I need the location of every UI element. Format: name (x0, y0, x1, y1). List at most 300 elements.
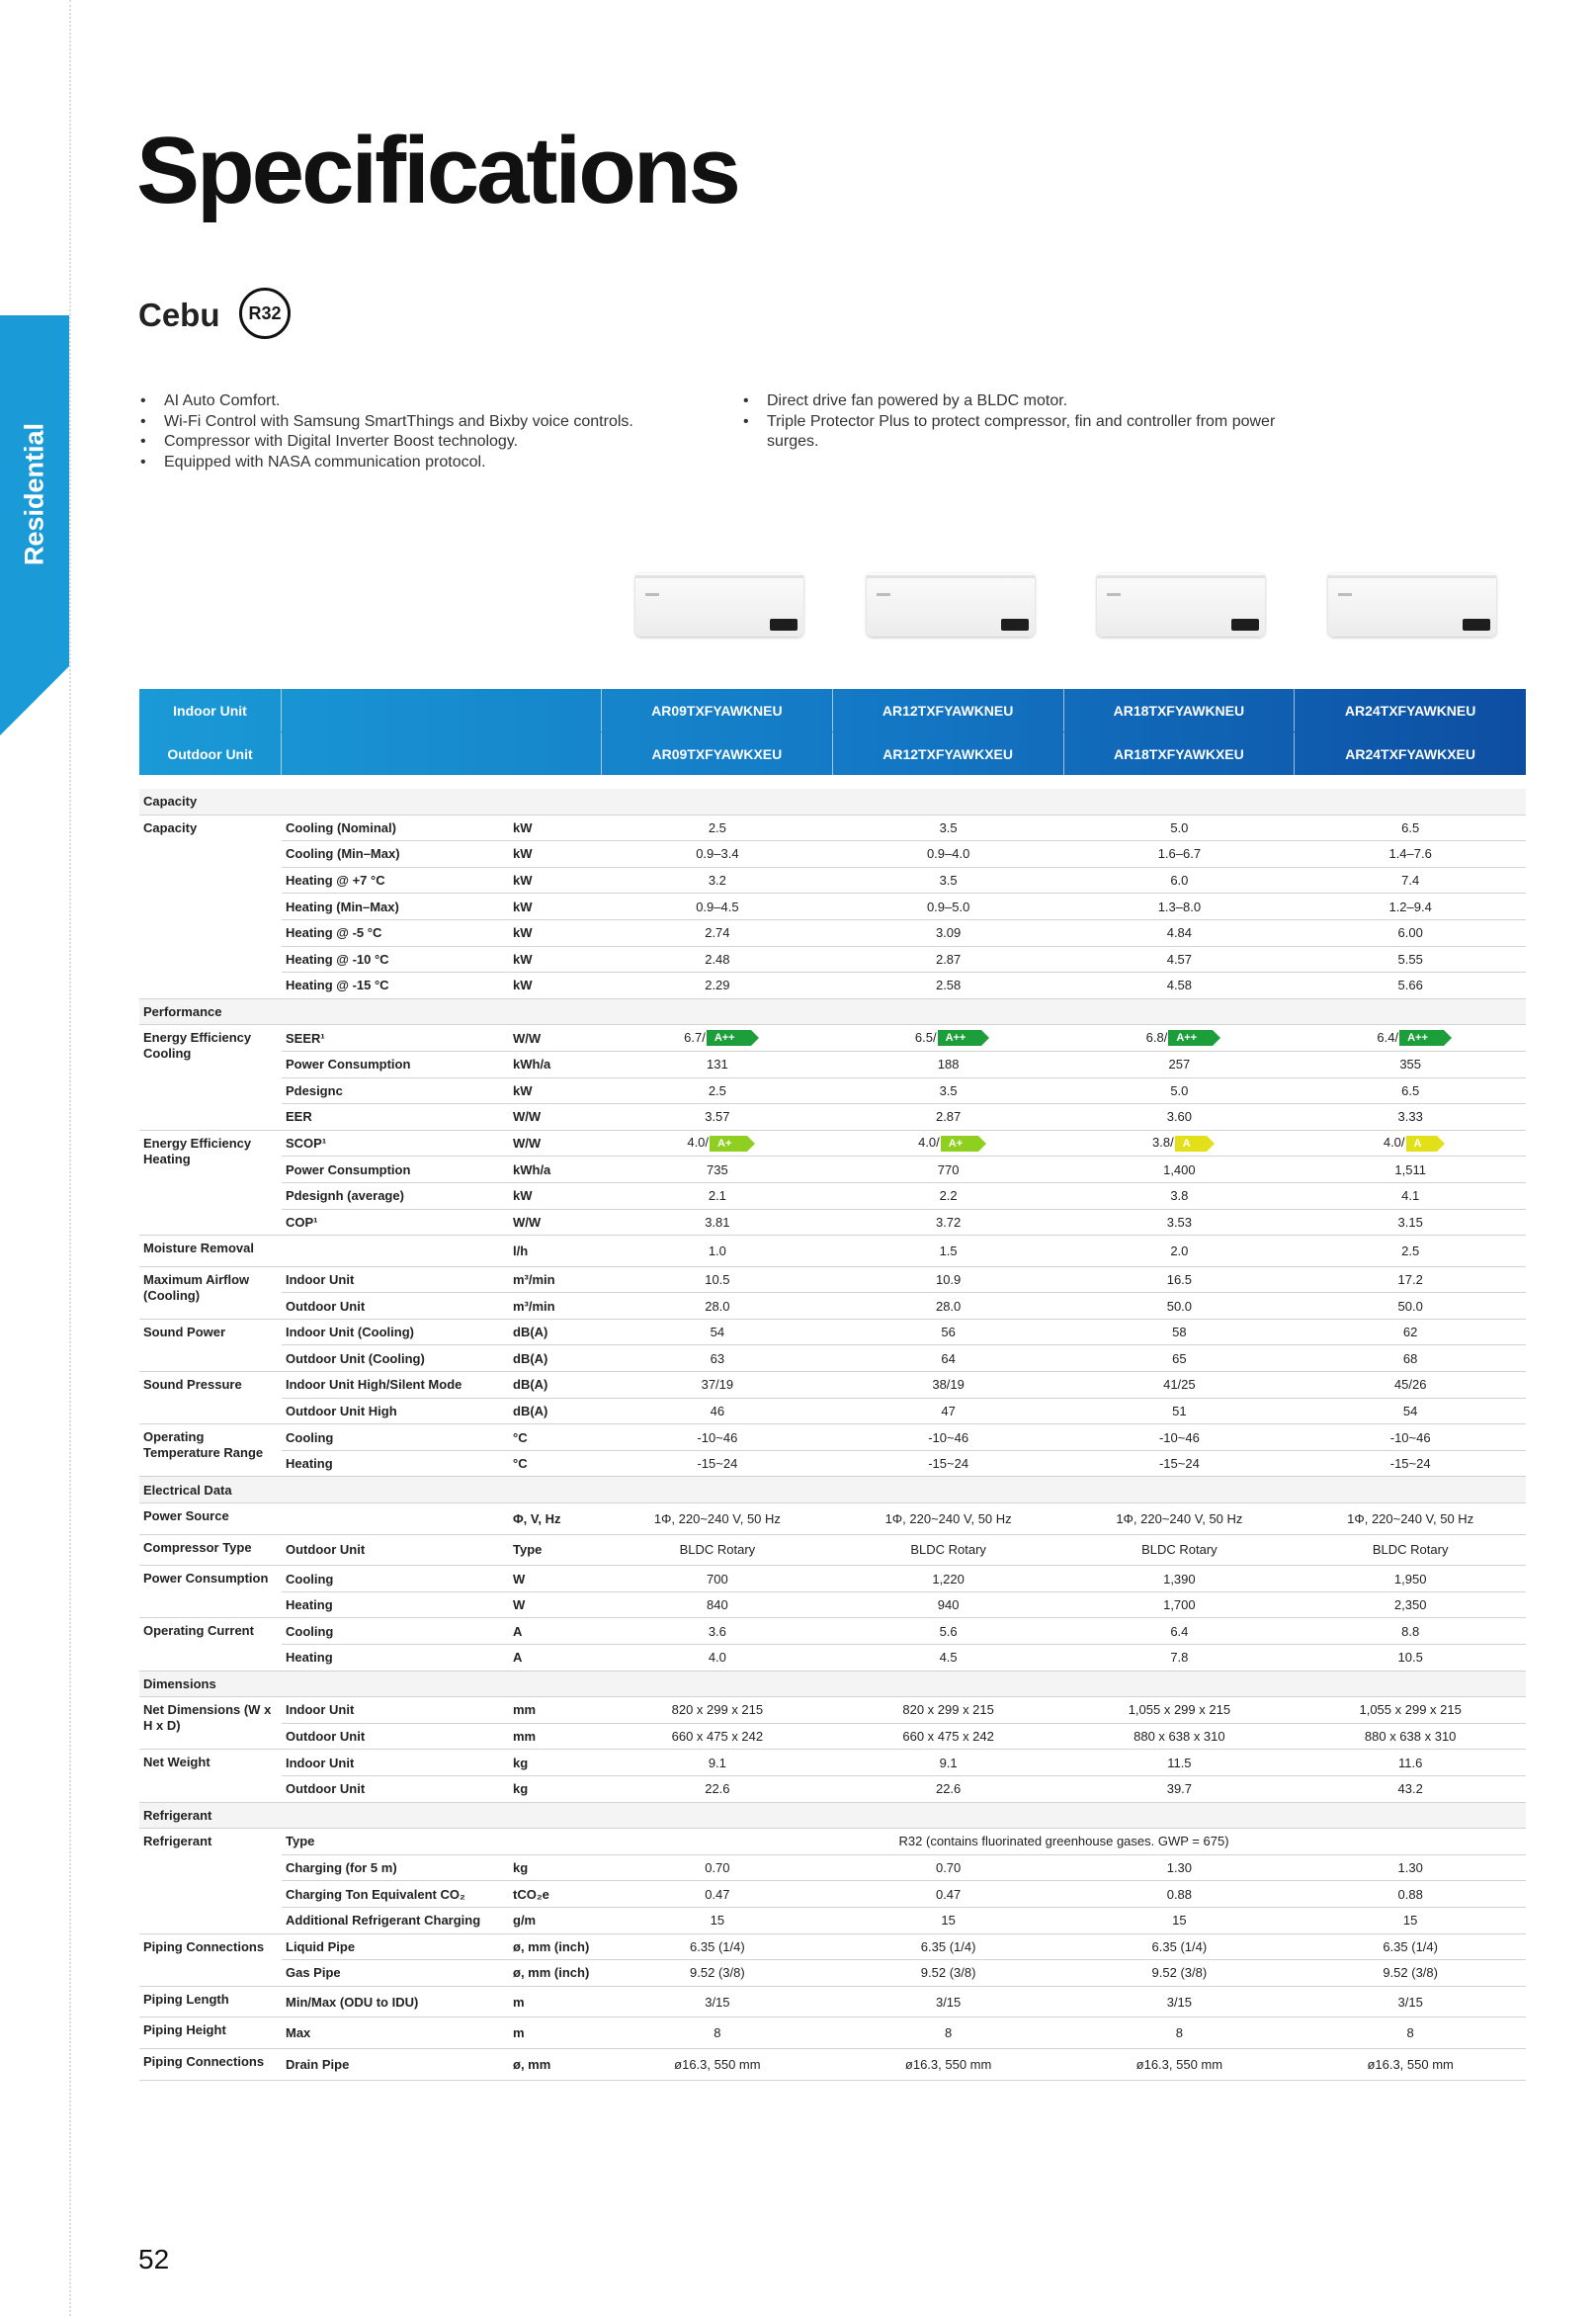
value-text: 660 x 475 x 242 (902, 1729, 994, 1745)
value-cell (1064, 1025, 1296, 1052)
parameter-cell: Additional Refrigerant Charging (282, 1907, 509, 1933)
section-row (139, 1671, 1526, 1697)
value-text: 4.57 (1166, 951, 1193, 967)
category-cell: Capacity (139, 815, 282, 998)
parameter-cell: SEER¹ (282, 1025, 509, 1052)
category-cell: Energy Efficiency Heating (139, 1130, 282, 1235)
value-cell (602, 1182, 833, 1209)
value-text: 4.0 (708, 1650, 726, 1666)
spec-row (139, 1182, 1526, 1209)
value-cell (833, 1130, 1064, 1157)
indoor-unit-header-row (139, 689, 1526, 731)
parameter-cell: Max (282, 2017, 509, 2049)
parameter-cell: Indoor Unit (282, 1750, 509, 1776)
value-cell (1064, 1566, 1296, 1592)
parameter-cell: Pdesignc (282, 1077, 509, 1104)
value-cell (1064, 1077, 1296, 1104)
unit-cell: W/W (509, 1130, 602, 1157)
value-text: 6.35 (1/4) (1383, 1938, 1438, 1954)
value-cell (1295, 1566, 1526, 1592)
spec-row (139, 1618, 1526, 1645)
category-cell: Operating Temperature Range (139, 1424, 282, 1477)
value-text: BLDC Rotary (1372, 1542, 1449, 1558)
value-cell (1064, 1130, 1296, 1157)
value-cell (1295, 1697, 1526, 1724)
section-title: Dimensions (139, 1671, 1526, 1697)
value-text: 131 (707, 1057, 728, 1072)
value-text: 2.87 (935, 951, 962, 967)
unit-cell: kW (509, 973, 602, 999)
value-cell (602, 1750, 833, 1776)
value-cell (1295, 1319, 1526, 1345)
value-text: 6.35 (1/4) (1151, 1938, 1208, 1954)
parameter-cell: SCOP¹ (282, 1130, 509, 1157)
feature-item: • AI Auto Comfort. (138, 391, 692, 412)
value-cell (1064, 1398, 1296, 1424)
feature-list-right (741, 391, 1324, 453)
value-text: 735 (707, 1161, 728, 1177)
indoor-model: AR09TXFYAWKNEU (602, 689, 833, 731)
spec-row (139, 894, 1526, 920)
spec-row (139, 1697, 1526, 1724)
spec-row (139, 2048, 1526, 2080)
value-text: 22.6 (705, 1781, 730, 1797)
value-text: 9.52 (3/8) (690, 1965, 745, 1981)
value-cell (833, 894, 1064, 920)
unit-cell: mm (509, 1723, 602, 1750)
value-text: 1,390 (1163, 1571, 1196, 1587)
value-text: 840 (707, 1597, 728, 1613)
value-cell (1064, 1182, 1296, 1209)
parameter-cell: Cooling (Nominal) (282, 815, 509, 841)
value-text: 6.0 (1170, 873, 1189, 889)
category-cell: Compressor Type (139, 1534, 282, 1566)
value-text: 700 (707, 1571, 728, 1587)
value-cell (1295, 894, 1526, 920)
value-text: 3/15 (935, 1994, 962, 2010)
spec-row (139, 841, 1526, 868)
spec-row (139, 1907, 1526, 1933)
value-text: 63 (710, 1350, 725, 1366)
feature-item: • Wi-Fi Control with Samsung SmartThings and Bixby voice controls. (138, 412, 692, 433)
value-cell (1295, 2017, 1526, 2049)
value-cell (602, 1933, 833, 1960)
parameter-cell: Heating (282, 1591, 509, 1618)
value-cell (833, 1051, 1064, 1077)
section-title: Refrigerant (139, 1802, 1526, 1829)
value-text: 2.5 (708, 819, 726, 835)
value-cell (602, 1293, 833, 1320)
unit-cell: W/W (509, 1209, 602, 1236)
value-cell (833, 1503, 1064, 1535)
value-cell (1295, 1723, 1526, 1750)
value-text: 1.5 (939, 1243, 958, 1258)
unit-cell: kg (509, 1750, 602, 1776)
value-text: 6.5 (1401, 819, 1420, 835)
value-text: 4.0/ (1383, 1135, 1405, 1151)
feature-list-left (138, 391, 692, 472)
value-cell (1064, 1345, 1296, 1372)
value-text: 5.6 (939, 1623, 958, 1639)
value-cell (833, 1182, 1064, 1209)
unit-cell: kW (509, 815, 602, 841)
value-cell (833, 1077, 1064, 1104)
value-cell (833, 1293, 1064, 1320)
spec-row (139, 1750, 1526, 1776)
value-cell (1064, 2048, 1296, 2080)
category-cell: Energy Efficiency Cooling (139, 1025, 282, 1130)
value-cell (602, 1986, 833, 2017)
energy-rating-badge: A++ (1168, 1030, 1213, 1046)
value-text: 10.5 (705, 1271, 730, 1287)
value-text: 188 (937, 1057, 960, 1072)
value-text: 8 (1175, 2025, 1183, 2041)
value-text: 6.00 (1397, 925, 1423, 941)
value-cell (602, 1854, 833, 1881)
category-cell: Maximum Airflow (Cooling) (139, 1266, 282, 1319)
value-text: 0.47 (935, 1886, 962, 1902)
spec-row (139, 973, 1526, 999)
value-cell (602, 1723, 833, 1750)
value-text: 54 (1402, 1403, 1418, 1418)
value-cell (1295, 1130, 1526, 1157)
value-text: 7.8 (1170, 1650, 1189, 1666)
value-cell (1064, 1372, 1296, 1399)
category-cell: Sound Pressure (139, 1372, 282, 1424)
value-text: 6.7/ (684, 1029, 706, 1045)
value-cell (602, 1775, 833, 1802)
value-text: 2.87 (935, 1109, 962, 1125)
value-cell (1295, 1450, 1526, 1477)
parameter-cell: Indoor Unit (Cooling) (282, 1319, 509, 1345)
value-text: 4.84 (1166, 925, 1193, 941)
unit-cell: kg (509, 1775, 602, 1802)
value-cell (1295, 1775, 1526, 1802)
value-text: 6.8/ (1145, 1029, 1168, 1045)
value-cell (602, 1697, 833, 1724)
unit-cell: kW (509, 1182, 602, 1209)
value-cell (602, 1907, 833, 1933)
feature-item: • Direct drive fan powered by a BLDC motor. (741, 391, 1324, 412)
spec-table (139, 789, 1526, 2081)
parameter-cell: COP¹ (282, 1209, 509, 1236)
page-edge (69, 0, 71, 2316)
value-cell (1295, 1051, 1526, 1077)
unit-cell (509, 1829, 602, 1855)
value-cell (1064, 1723, 1296, 1750)
page-title: Specifications (136, 118, 738, 223)
value-cell (602, 1618, 833, 1645)
value-text: 1.30 (1166, 1860, 1193, 1876)
unit-cell: kW (509, 919, 602, 946)
parameter-cell: EER (282, 1104, 509, 1131)
parameter-cell: Outdoor Unit (Cooling) (282, 1345, 509, 1372)
value-cell (833, 1697, 1064, 1724)
value-text: 47 (941, 1403, 956, 1418)
spec-row (139, 1424, 1526, 1451)
value-cell (602, 1209, 833, 1236)
value-text: 3.81 (705, 1214, 730, 1230)
value-text: 41/25 (1163, 1377, 1196, 1393)
value-text: 1.2–9.4 (1388, 899, 1432, 914)
parameter-cell: Outdoor Unit (282, 1534, 509, 1566)
value-text: 6.4 (1170, 1623, 1189, 1639)
value-cell (1295, 1398, 1526, 1424)
parameter-cell: Cooling (282, 1424, 509, 1451)
value-text: 58 (1172, 1325, 1187, 1340)
value-cell (833, 1534, 1064, 1566)
value-text: 355 (1399, 1057, 1422, 1072)
unit-cell: kW (509, 946, 602, 973)
value-text: 0.47 (705, 1886, 730, 1902)
value-text: -10~46 (697, 1429, 738, 1445)
value-text: 2.58 (935, 978, 962, 993)
parameter-cell: Heating @ -5 °C (282, 919, 509, 946)
value-text: 3/15 (705, 1994, 730, 2010)
value-text: 6.35 (1/4) (690, 1938, 745, 1954)
spec-row (139, 1829, 1526, 1855)
value-cell (833, 1266, 1064, 1293)
value-cell (833, 1209, 1064, 1236)
value-cell (1295, 1372, 1526, 1399)
value-text: 660 x 475 x 242 (671, 1729, 764, 1745)
value-cell (1295, 1503, 1526, 1535)
side-tab-fold (0, 666, 69, 735)
value-text: 16.5 (1166, 1271, 1193, 1287)
page-number: 52 (138, 2244, 170, 2274)
value-cell (833, 1933, 1064, 1960)
value-cell (602, 867, 833, 894)
spec-row (139, 815, 1526, 841)
value-cell (602, 1960, 833, 1987)
energy-rating-badge: A+ (710, 1136, 747, 1152)
value-text: 28.0 (935, 1298, 962, 1314)
value-cell (1064, 1104, 1296, 1131)
spec-row (139, 1293, 1526, 1320)
value-text: 820 x 299 x 215 (902, 1702, 994, 1718)
value-text: 3.8/ (1152, 1135, 1174, 1151)
parameter-cell: Power Consumption (282, 1157, 509, 1183)
value-cell (602, 815, 833, 841)
section-title: Capacity (139, 789, 1526, 815)
parameter-cell: Heating @ -15 °C (282, 973, 509, 999)
value-text: 1Φ, 220~240 V, 50 Hz (884, 1510, 1012, 1526)
value-cell (1295, 1157, 1526, 1183)
value-cell (1064, 1854, 1296, 1881)
value-cell (1064, 1534, 1296, 1566)
unit-cell: m³/min (509, 1266, 602, 1293)
value-text: 2.29 (705, 978, 730, 993)
value-cell (833, 1104, 1064, 1131)
value-text: 2.48 (705, 951, 730, 967)
value-cell (1064, 1450, 1296, 1477)
category-cell: Sound Power (139, 1319, 282, 1371)
unit-cell: dB(A) (509, 1372, 602, 1399)
value-text: 43.2 (1397, 1781, 1423, 1797)
value-cell (602, 1424, 833, 1451)
category-cell: Net Dimensions (W x H x D) (139, 1697, 282, 1750)
value-text: 4.5 (939, 1650, 958, 1666)
value-cell (1064, 973, 1296, 999)
value-text: 2.1 (708, 1188, 726, 1204)
spec-row (139, 1319, 1526, 1345)
unit-cell: A (509, 1645, 602, 1672)
value-cell (833, 1618, 1064, 1645)
value-text: 1,400 (1163, 1161, 1196, 1177)
value-text: 11.5 (1167, 1755, 1192, 1770)
value-cell (1064, 1775, 1296, 1802)
header-spacer (282, 732, 602, 775)
value-cell (602, 2048, 833, 2080)
feature-item: • Triple Protector Plus to protect compressor, fin and controller from power surges. (741, 412, 1324, 453)
value-cell (833, 1907, 1064, 1933)
value-cell (1064, 1293, 1296, 1320)
value-text: 5.0 (1170, 819, 1189, 835)
spec-row (139, 946, 1526, 973)
product-name: Cebu (138, 297, 220, 333)
value-text: 6.5 (1401, 1082, 1420, 1098)
spec-row (139, 1236, 1526, 1267)
value-text: 54 (710, 1325, 725, 1340)
value-cell (1064, 919, 1296, 946)
parameter-cell: Type (282, 1829, 509, 1855)
value-cell (1295, 1209, 1526, 1236)
spec-row (139, 1398, 1526, 1424)
value-cell (833, 1566, 1064, 1592)
value-cell (602, 1503, 833, 1535)
value-text: BLDC Rotary (1141, 1542, 1218, 1558)
value-text: 0.70 (935, 1860, 962, 1876)
value-cell (833, 1236, 1064, 1267)
spec-row (139, 1372, 1526, 1399)
value-text: 28.0 (705, 1298, 730, 1314)
value-cell (602, 841, 833, 868)
spec-row (139, 867, 1526, 894)
spec-row (139, 1450, 1526, 1477)
value-text: 64 (941, 1350, 956, 1366)
value-cell (1064, 1209, 1296, 1236)
value-text: BLDC Rotary (679, 1542, 756, 1558)
value-text: 880 x 638 x 310 (1134, 1729, 1225, 1745)
value-text: 1,055 x 299 x 215 (1128, 1702, 1231, 1718)
value-cell (1064, 1319, 1296, 1345)
value-cell (1064, 946, 1296, 973)
value-cell (1064, 1960, 1296, 1987)
value-text: 15 (710, 1913, 725, 1929)
spec-row (139, 1025, 1526, 1052)
value-text: 2,350 (1393, 1597, 1427, 1613)
value-text: 4.0/ (918, 1135, 940, 1151)
category-cell: Piping Height (139, 2017, 282, 2049)
spec-row (139, 1266, 1526, 1293)
parameter-cell: Drain Pipe (282, 2048, 509, 2080)
unit-cell: m (509, 2017, 602, 2049)
value-text: 3.5 (939, 873, 958, 889)
value-text: 3.2 (708, 873, 726, 889)
outdoor-unit-header-row (139, 732, 1526, 775)
unit-cell: kWh/a (509, 1157, 602, 1183)
value-cell (833, 867, 1064, 894)
value-text: -15~24 (1158, 1456, 1200, 1472)
parameter-cell (282, 1236, 509, 1267)
value-text: 3.5 (939, 1082, 958, 1098)
value-text: -10~46 (928, 1429, 969, 1445)
spec-row (139, 1345, 1526, 1372)
category-cell: Piping Length (139, 1986, 282, 2017)
outdoor-model: AR24TXFYAWKXEU (1345, 745, 1475, 762)
value-cell (602, 973, 833, 999)
value-cell (833, 841, 1064, 868)
spec-row (139, 1960, 1526, 1987)
parameter-cell: Outdoor Unit (282, 1293, 509, 1320)
spec-row (139, 1986, 1526, 2017)
value-cell (1295, 1750, 1526, 1776)
unit-cell: g/m (509, 1907, 602, 1933)
unit-cell: kg (509, 1854, 602, 1881)
side-tab-label: Residential (19, 422, 49, 566)
unit-cell: l/h (509, 1236, 602, 1267)
parameter-cell: Power Consumption (282, 1051, 509, 1077)
value-cell (833, 2017, 1064, 2049)
indoor-model: AR12TXFYAWKNEU (833, 689, 1064, 731)
unit-cell: Φ, V, Hz (509, 1503, 602, 1535)
value-cell (833, 1025, 1064, 1052)
indoor-unit-image (635, 573, 803, 637)
value-text: 770 (937, 1161, 960, 1177)
value-text: ø16.3, 550 mm (1367, 2056, 1454, 2072)
outdoor-model: AR12TXFYAWKXEU (833, 732, 1064, 775)
value-cell (1295, 1182, 1526, 1209)
value-text: 1Φ, 220~240 V, 50 Hz (653, 1510, 781, 1526)
value-text: 7.4 (1401, 873, 1420, 889)
value-text: 4.58 (1166, 978, 1193, 993)
spec-row (139, 1591, 1526, 1618)
value-cell (833, 919, 1064, 946)
value-cell (1295, 1933, 1526, 1960)
value-text: 11.6 (1397, 1755, 1423, 1770)
value-cell (602, 894, 833, 920)
value-text: 5.0 (1170, 1082, 1189, 1098)
outdoor-model: AR18TXFYAWKXEU (1064, 732, 1296, 775)
value-cell (602, 1130, 833, 1157)
spec-row (139, 1854, 1526, 1881)
value-cell (1295, 1618, 1526, 1645)
parameter-cell: Heating (282, 1645, 509, 1672)
value-cell (602, 2017, 833, 2049)
value-cell (833, 1723, 1064, 1750)
parameter-cell: Indoor Unit High/Silent Mode (282, 1372, 509, 1399)
value-text: 2.0 (1170, 1243, 1189, 1258)
value-text: 1,511 (1394, 1161, 1426, 1177)
value-text: 1,700 (1163, 1597, 1196, 1613)
unit-cell: tCO₂e (509, 1881, 602, 1908)
parameter-cell: Cooling (Min–Max) (282, 841, 509, 868)
value-cell (602, 1236, 833, 1267)
spec-row (139, 919, 1526, 946)
value-cell (602, 1319, 833, 1345)
value-text: 45/26 (1393, 1377, 1427, 1393)
value-cell (1064, 1051, 1296, 1077)
section-title: Electrical Data (139, 1477, 1526, 1503)
value-text: 5.55 (1397, 951, 1423, 967)
value-text: 0.9–5.0 (926, 899, 970, 914)
value-cell (602, 1591, 833, 1618)
value-cell (1295, 1345, 1526, 1372)
indoor-unit-image (1328, 573, 1496, 637)
value-text: ø16.3, 550 mm (674, 2056, 761, 2072)
spec-row (139, 1157, 1526, 1183)
value-text: 15 (1172, 1913, 1187, 1929)
